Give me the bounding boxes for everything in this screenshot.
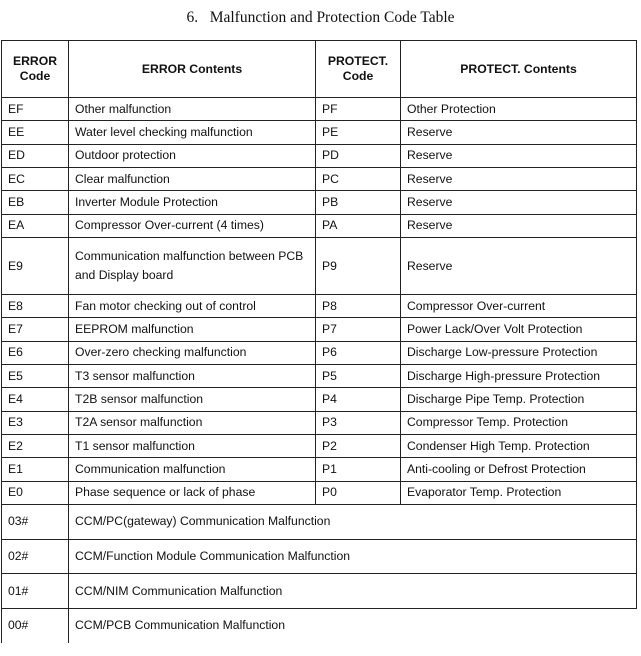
protect-contents-cell: Compressor Temp. Protection — [401, 411, 637, 434]
table-row — [2, 341, 637, 364]
table-row — [2, 435, 637, 458]
protect-contents-cell: Discharge Pipe Temp. Protection — [401, 388, 637, 411]
protect-code-cell: P2 — [316, 435, 401, 458]
table-row — [2, 574, 637, 609]
table-row — [2, 481, 637, 504]
protect-contents-cell: Discharge Low-pressure Protection — [401, 341, 637, 364]
error-contents-cell: Compressor Over-current (4 times) — [69, 214, 316, 237]
error-code-cell: E9 — [2, 238, 69, 295]
protect-code-cell: P6 — [316, 341, 401, 364]
error-contents-cell: T2B sensor malfunction — [69, 388, 316, 411]
protect-contents-cell: Reserve — [401, 144, 637, 167]
error-contents-cell: EEPROM malfunction — [69, 318, 316, 341]
error-contents-cell: Fan motor checking out of control — [69, 295, 316, 318]
table-row — [2, 388, 637, 411]
table-row — [2, 458, 637, 481]
error-contents-cell: T3 sensor malfunction — [69, 365, 316, 388]
protect-code-cell: PD — [316, 144, 401, 167]
table-row — [2, 411, 637, 434]
error-code-cell: E5 — [2, 365, 69, 388]
error-code-cell: EC — [2, 168, 69, 191]
protect-contents-cell: Reserve — [401, 238, 637, 295]
error-code-cell: E0 — [2, 481, 69, 504]
table-row — [2, 144, 637, 167]
protect-code-cell: P5 — [316, 365, 401, 388]
protect-code-cell: P0 — [316, 481, 401, 504]
header-error-code: ERROR Code — [2, 41, 69, 98]
protect-contents-cell: Reserve — [401, 168, 637, 191]
table-row — [2, 608, 637, 643]
page-title: 6. Malfunction and Protection Code Table — [186, 9, 455, 26]
error-contents-cell: Communication malfunction — [69, 458, 316, 481]
table-row — [2, 214, 637, 237]
error-code-cell: ED — [2, 144, 69, 167]
error-contents-cell: Phase sequence or lack of phase — [69, 481, 316, 504]
table-row — [2, 539, 637, 574]
protect-contents-cell: Discharge High-pressure Protection — [401, 365, 637, 388]
error-code-cell: E7 — [2, 318, 69, 341]
comm-code-cell: 01# — [2, 574, 69, 609]
comm-contents-cell: CCM/PC(gateway) Communication Malfunction — [69, 505, 637, 540]
protect-contents-cell: Power Lack/Over Volt Protection — [401, 318, 637, 341]
error-contents-cell: Outdoor protection — [69, 144, 316, 167]
protect-code-cell: P8 — [316, 295, 401, 318]
protect-contents-cell: Reserve — [401, 214, 637, 237]
protect-contents-cell: Condenser High Temp. Protection — [401, 435, 637, 458]
error-contents-cell: Inverter Module Protection — [69, 191, 316, 214]
error-code-cell: E2 — [2, 435, 69, 458]
code-table-body — [2, 41, 637, 644]
protect-code-cell: PE — [316, 121, 401, 144]
table-row — [2, 238, 637, 295]
protect-code-cell: PA — [316, 214, 401, 237]
error-code-cell: E8 — [2, 295, 69, 318]
error-contents-cell: Other malfunction — [69, 98, 316, 121]
table-row — [2, 98, 637, 121]
error-contents-cell: Communication malfunction between PCB and Display board — [69, 238, 316, 295]
error-code-cell: E3 — [2, 411, 69, 434]
error-contents-cell: T2A sensor malfunction — [69, 411, 316, 434]
error-code-cell: E6 — [2, 341, 69, 364]
error-contents-cell: Over-zero checking malfunction — [69, 341, 316, 364]
code-table — [1, 40, 637, 643]
comm-contents-cell: CCM/NIM Communication Malfunction — [69, 574, 637, 609]
error-code-cell: EF — [2, 98, 69, 121]
comm-code-cell: 00# — [2, 608, 69, 643]
protect-code-cell: P3 — [316, 411, 401, 434]
protect-contents-cell: Reserve — [401, 191, 637, 214]
protect-code-cell: P4 — [316, 388, 401, 411]
protect-contents-cell: Anti-cooling or Defrost Protection — [401, 458, 637, 481]
table-row — [2, 168, 637, 191]
error-contents-cell: Water level checking malfunction — [69, 121, 316, 144]
protect-code-cell: P9 — [316, 238, 401, 295]
error-code-cell: E4 — [2, 388, 69, 411]
error-contents-cell: T1 sensor malfunction — [69, 435, 316, 458]
error-contents-cell: Clear malfunction — [69, 168, 316, 191]
protect-code-cell: PF — [316, 98, 401, 121]
header-protect-contents: PROTECT. Contents — [401, 41, 637, 98]
comm-code-cell: 02# — [2, 539, 69, 574]
protect-code-cell: P1 — [316, 458, 401, 481]
table-row — [2, 365, 637, 388]
protect-contents-cell: Compressor Over-current — [401, 295, 637, 318]
protect-contents-cell: Evaporator Temp. Protection — [401, 481, 637, 504]
header-error-contents: ERROR Contents — [69, 41, 316, 98]
comm-contents-cell: CCM/PCB Communication Malfunction — [69, 608, 637, 643]
table-row — [2, 191, 637, 214]
protect-code-cell: P7 — [316, 318, 401, 341]
header-protect-code: PROTECT. Code — [316, 41, 401, 98]
protect-code-cell: PC — [316, 168, 401, 191]
comm-contents-cell: CCM/Function Module Communication Malfunction — [69, 539, 637, 574]
error-code-cell: E1 — [2, 458, 69, 481]
header-row — [2, 41, 637, 98]
table-row — [2, 505, 637, 540]
protect-code-cell: PB — [316, 191, 401, 214]
comm-code-cell: 03# — [2, 505, 69, 540]
error-code-cell: EB — [2, 191, 69, 214]
table-row — [2, 295, 637, 318]
error-code-cell: EE — [2, 121, 69, 144]
table-row — [2, 121, 637, 144]
table-row — [2, 318, 637, 341]
protect-contents-cell: Other Protection — [401, 98, 637, 121]
protect-contents-cell: Reserve — [401, 121, 637, 144]
error-code-cell: EA — [2, 214, 69, 237]
